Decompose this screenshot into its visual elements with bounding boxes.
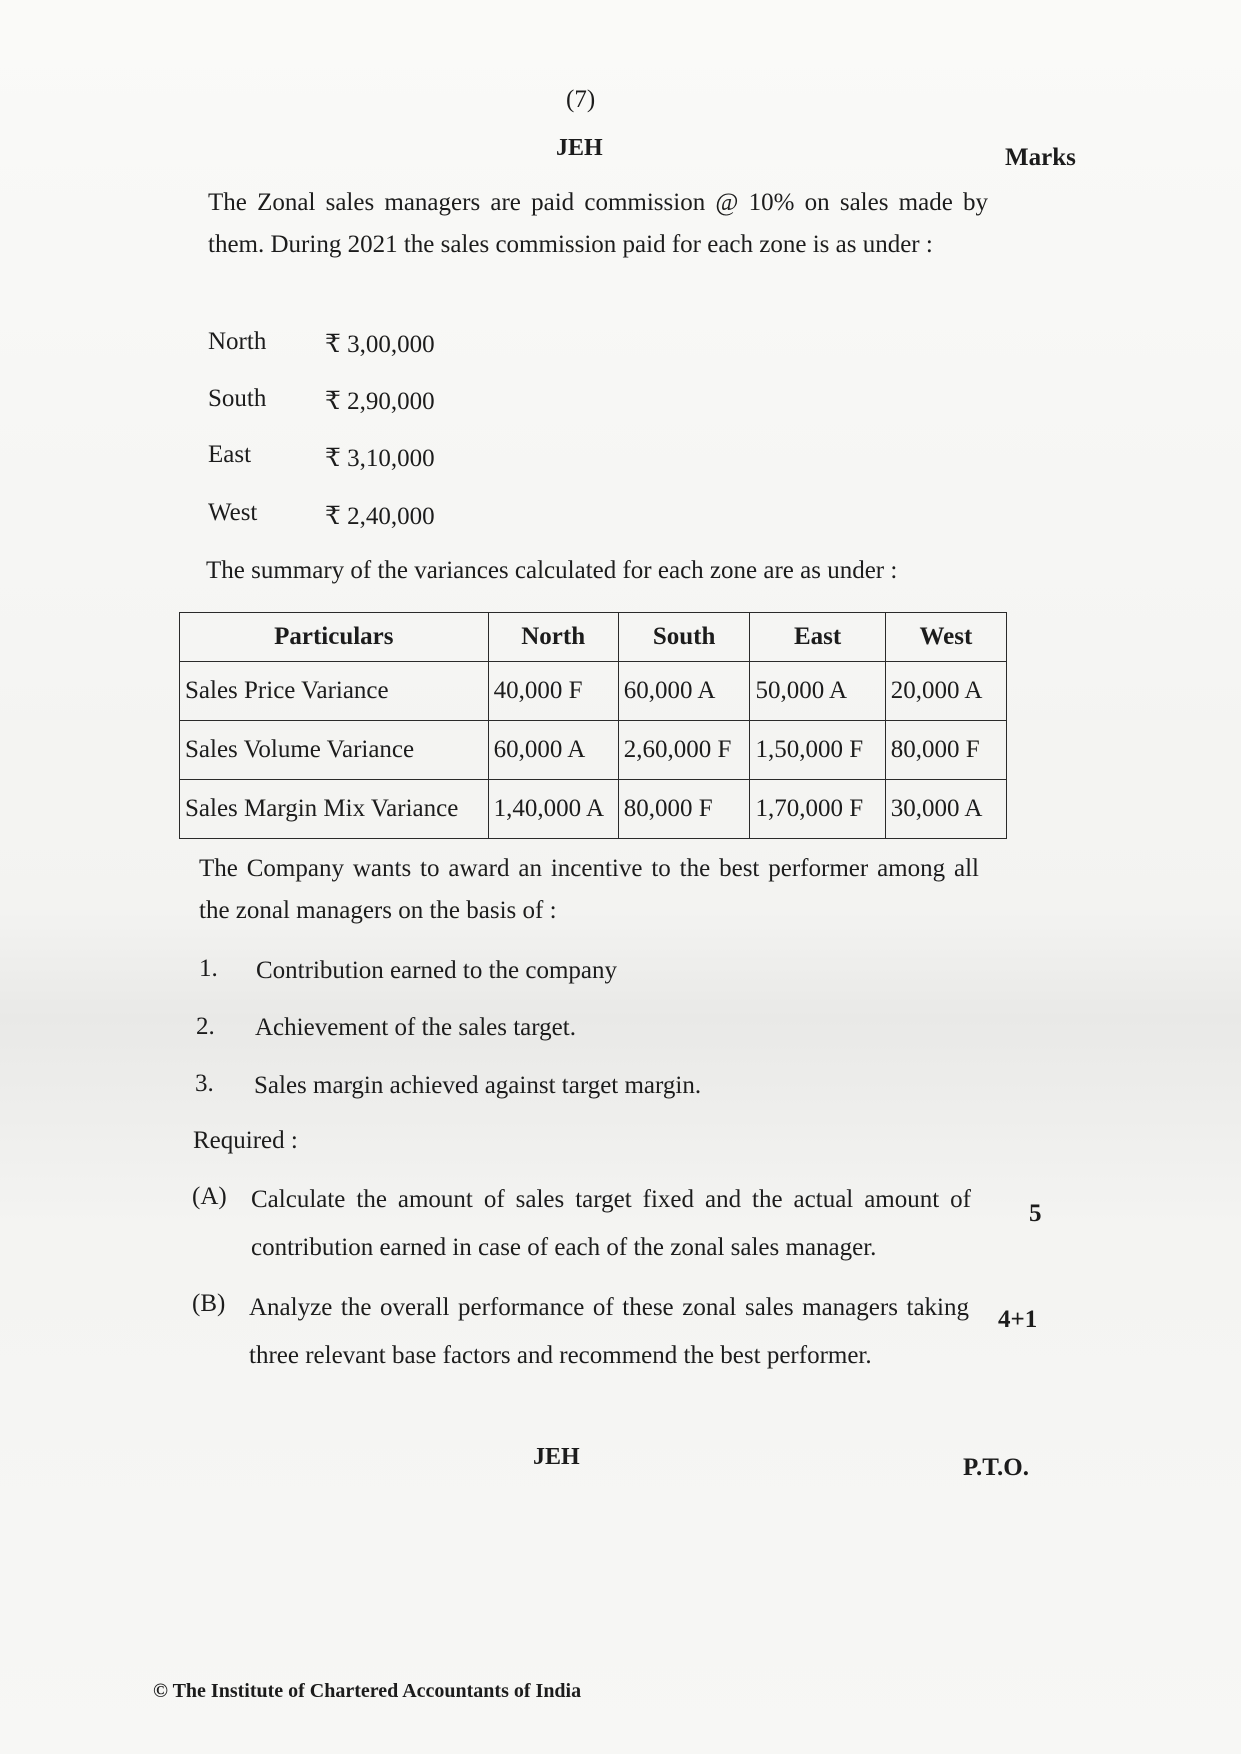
table-cell: Sales Price Variance (180, 662, 489, 721)
criteria-text: Sales margin achieved against target margin. (254, 1072, 702, 1099)
criteria-text: Achievement of the sales target. (255, 1014, 576, 1041)
requirement-letter: (A) (192, 1183, 227, 1210)
zone-label-west: West (208, 499, 258, 526)
page-number: (7) (566, 86, 596, 113)
zone-label-north: North (208, 328, 267, 355)
column-header: South (618, 613, 750, 662)
column-header: West (885, 613, 1006, 662)
requirement-text: Calculate the amount of sales target fixed and the actual amount of contribution earned in case of each of the zonal sales manager. (251, 1186, 971, 1261)
table-cell: 1,50,000 F (750, 721, 885, 780)
marks-heading: Marks (1005, 144, 1076, 171)
column-header: East (750, 613, 885, 662)
requirement-marks: 4+1 (998, 1306, 1038, 1333)
copyright-notice: © The Institute of Chartered Accountants of India (153, 1680, 582, 1702)
criteria-text: Contribution earned to the company (256, 957, 618, 984)
table-cell: 1,70,000 F (750, 780, 885, 839)
table-cell: 30,000 A (885, 780, 1006, 839)
requirement-marks: 5 (1029, 1200, 1042, 1227)
table-row (180, 721, 1007, 780)
table-cell: 80,000 F (618, 780, 750, 839)
required-label: Required : (193, 1127, 298, 1154)
criteria-number: 1. (199, 955, 218, 982)
zone-amount-north: ₹ 3,00,000 (325, 331, 435, 358)
table-cell: 2,60,000 F (618, 721, 750, 780)
column-header: Particulars (180, 613, 489, 662)
table-cell: 80,000 F (885, 721, 1006, 780)
zone-amount-south: ₹ 2,90,000 (325, 388, 435, 415)
zone-amount-east: ₹ 3,10,000 (325, 445, 435, 472)
column-header: North (488, 613, 618, 662)
criteria-number: 3. (195, 1070, 214, 1097)
table-cell: Sales Volume Variance (180, 721, 489, 780)
table-cell: 60,000 A (618, 662, 750, 721)
criteria-number: 2. (196, 1013, 215, 1040)
variance-intro: The summary of the variances calculated for each zone are as under : (206, 557, 898, 584)
table-row (180, 662, 1007, 721)
requirement-letter: (B) (192, 1290, 226, 1317)
footer-code: JEH (533, 1444, 580, 1470)
variance-table (179, 612, 1007, 839)
requirement-text: Analyze the overall performance of these zonal sales managers taking three relevant base factors and recommend the best performer. (249, 1294, 969, 1369)
zone-label-east: East (208, 441, 252, 468)
table-header-row (180, 613, 1007, 662)
table-cell: 50,000 A (750, 662, 885, 721)
table-cell: Sales Margin Mix Variance (180, 780, 489, 839)
table-cell: 40,000 F (488, 662, 618, 721)
award-paragraph: The Company wants to award an incentive to the best performer among all the zonal managers on the basis of : (199, 855, 979, 924)
table-cell: 1,40,000 A (488, 780, 618, 839)
table-cell: 20,000 A (885, 662, 1006, 721)
table-row (180, 780, 1007, 839)
pto-label: P.T.O. (963, 1454, 1029, 1481)
zone-amount-west: ₹ 2,40,000 (325, 503, 435, 530)
table-cell: 60,000 A (488, 721, 618, 780)
intro-paragraph: The Zonal sales managers are paid commission @ 10% on sales made by them. During 2021 the sales commission paid for each zone is as under : (208, 189, 988, 258)
header-code: JEH (556, 135, 603, 161)
zone-label-south: South (208, 385, 267, 412)
